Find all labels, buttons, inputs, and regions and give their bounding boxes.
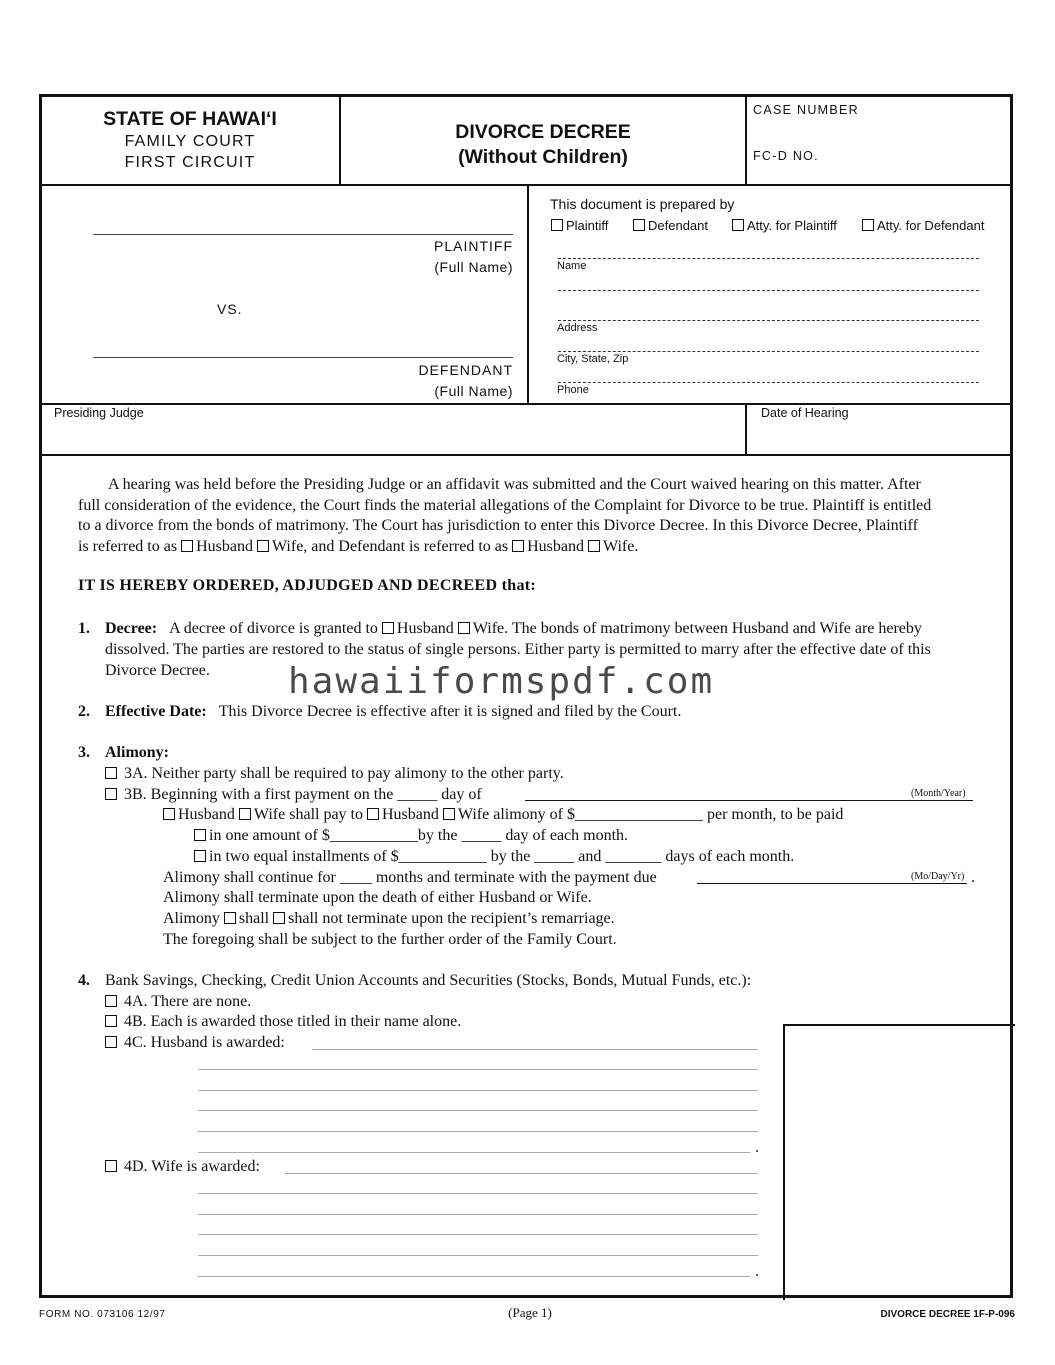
case-number-label: CASE NUMBER	[753, 103, 859, 117]
section-3-number: 3.	[78, 744, 90, 761]
option-4d[interactable]: 4D. Wife is awarded:	[105, 1157, 260, 1178]
intro-line-4: is referred to as Husband Wife, and Defendant is referred to as Husband Wife.	[78, 538, 639, 555]
plaintiff-sublabel: (Full Name)	[434, 259, 513, 275]
city-field[interactable]	[558, 351, 979, 352]
prepared-by-title: This document is prepared by	[550, 196, 735, 212]
address-field-2[interactable]	[558, 320, 979, 321]
checkbox-icon[interactable]	[105, 995, 117, 1007]
presiding-judge-label: Presiding Judge	[54, 406, 144, 420]
alimony-death-line: Alimony shall terminate upon the death of either Husband or Wife.	[163, 889, 592, 906]
section-1-line-1: Decree: A decree of divorce is granted to Husband Wife. The bonds of matrimony between Husband and Wife are hereby	[105, 620, 922, 637]
checkbox-icon[interactable]	[443, 808, 455, 820]
option-3b-payer-line: Husband Wife shall pay to Husband Wife alimony of $________________ per month, to be paid	[163, 805, 843, 826]
checkbox-icon[interactable]	[105, 1160, 117, 1172]
option-4c[interactable]: 4C. Husband is awarded:	[105, 1033, 285, 1054]
header-vline-right	[745, 94, 747, 186]
wife-award-period: .	[755, 1263, 759, 1280]
phone-label: Phone	[557, 384, 589, 396]
page-number: (Page 1)	[508, 1305, 552, 1320]
section-1-line-2: dissolved. The parties are restored to the status of single persons. Either party is permitted to marry after the effective date of this	[105, 641, 931, 658]
alimony-remarriage-line: Alimony shall shall not terminate upon the recipient’s remarriage.	[163, 910, 615, 927]
checkbox-icon[interactable]	[224, 912, 236, 924]
month-year-hint: (Month/Year)	[911, 788, 966, 799]
section-3-title: Alimony:	[105, 744, 169, 761]
prepared-option-atty-plaintiff[interactable]: Atty. for Plaintiff	[732, 218, 837, 233]
checkbox-icon[interactable]	[181, 540, 193, 552]
checkbox-icon[interactable]	[105, 767, 117, 779]
checkbox-icon[interactable]	[367, 808, 379, 820]
final-payment-date-field[interactable]	[697, 883, 967, 884]
wife-award-line-4[interactable]	[198, 1234, 758, 1235]
duration-period: .	[971, 869, 975, 886]
section-4-title: Bank Savings, Checking, Credit Union Accounts and Securities (Stocks, Bonds, Mutual Funds, etc.):	[105, 972, 752, 989]
mo-day-yr-hint: (Mo/Day/Yr)	[911, 871, 965, 882]
checkbox-icon[interactable]	[257, 540, 269, 552]
circuit-name: FIRST CIRCUIT	[124, 154, 256, 171]
checkbox-icon[interactable]	[382, 622, 394, 634]
option-3b-one-amount[interactable]: in one amount of $___________by the _____ day of each month.	[194, 826, 628, 847]
court-stamp-box	[783, 1024, 1015, 1300]
alimony-further-order-line: The foregoing shall be subject to the further order of the Family Court.	[163, 931, 617, 948]
intro-line-3: to a divorce from the bonds of matrimony. The Court has jurisdiction to enter this Divorce Decree. In this Divorce Decree, Plaintiff	[78, 517, 918, 534]
address-label: Address	[557, 322, 598, 334]
section-1-number: 1.	[78, 620, 90, 637]
wife-award-line-1[interactable]	[285, 1173, 758, 1174]
defendant-sublabel: (Full Name)	[434, 383, 513, 399]
checkbox-icon[interactable]	[239, 808, 251, 820]
option-3b-installments[interactable]: in two equal installments of $___________ by the _____ and _______ days of each month.	[194, 847, 794, 868]
wife-award-line-5[interactable]	[198, 1255, 758, 1256]
checkbox-icon[interactable]	[588, 540, 600, 552]
checkbox-icon[interactable]	[512, 540, 524, 552]
address-field-1[interactable]	[558, 290, 979, 291]
checkbox-icon[interactable]	[862, 219, 874, 231]
city-label: City, State, Zip	[557, 353, 629, 365]
option-4a[interactable]: 4A. There are none.	[105, 992, 251, 1013]
section-2-number: 2.	[78, 703, 90, 720]
phone-field[interactable]	[558, 382, 979, 383]
form-number: FORM NO. 073106 12/97	[39, 1309, 166, 1320]
fcd-number-label: FC-D NO.	[753, 149, 819, 163]
intro-line-2: full consideration of the evidence, the Court finds the material allegations of the Complaint for Divorce to be true. Plaintiff is entitled	[78, 497, 932, 514]
document-subtitle: (Without Children)	[458, 146, 628, 168]
checkbox-icon[interactable]	[105, 1015, 117, 1027]
document-title: DIVORCE DECREE	[455, 121, 631, 143]
alimony-duration-line: Alimony shall continue for ____ months and terminate with the payment due	[163, 869, 657, 886]
plaintiff-name-line[interactable]	[93, 234, 513, 235]
option-4b[interactable]: 4B. Each is awarded those titled in their name alone.	[105, 1012, 461, 1033]
court-name: FAMILY COURT	[124, 133, 256, 150]
watermark-text: hawaiiformspdf.com	[288, 661, 715, 702]
husband-award-line-2[interactable]	[198, 1069, 758, 1070]
checkbox-icon[interactable]	[105, 788, 117, 800]
defendant-label: DEFENDANT	[418, 362, 513, 378]
checkbox-icon[interactable]	[551, 219, 563, 231]
judge-row-top	[39, 403, 1013, 405]
prepared-option-atty-defendant[interactable]: Atty. for Defendant	[862, 218, 984, 233]
checkbox-icon[interactable]	[732, 219, 744, 231]
husband-award-period: .	[755, 1139, 759, 1156]
month-year-field[interactable]	[525, 800, 973, 801]
wife-award-line-3[interactable]	[198, 1214, 758, 1215]
husband-award-line-3[interactable]	[198, 1090, 758, 1091]
section-2-line: Effective Date: This Divorce Decree is effective after it is signed and filed by the Court.	[105, 703, 682, 720]
hearing-date-label: Date of Hearing	[761, 406, 849, 420]
defendant-name-line[interactable]	[93, 357, 513, 358]
judge-row-bottom	[39, 454, 1013, 456]
header-divider	[39, 184, 1013, 186]
husband-award-line-4[interactable]	[198, 1110, 758, 1111]
form-code: DIVORCE DECREE 1F-P-096	[880, 1309, 1015, 1320]
husband-award-line-1[interactable]	[312, 1049, 758, 1050]
husband-award-line-6[interactable]	[198, 1152, 750, 1153]
plaintiff-label: PLAINTIFF	[433, 238, 513, 254]
checkbox-icon[interactable]	[273, 912, 285, 924]
checkbox-icon[interactable]	[194, 829, 206, 841]
judge-row-vline	[745, 403, 747, 455]
option-3b[interactable]: 3B. Beginning with a first payment on the _____ day of	[105, 785, 482, 806]
ordered-heading: IT IS HEREBY ORDERED, ADJUDGED AND DECREED that:	[78, 577, 537, 594]
state-title: STATE OF HAWAI‘I	[103, 108, 277, 130]
checkbox-icon[interactable]	[633, 219, 645, 231]
section-4-number: 4.	[78, 972, 90, 989]
vs-label: VS.	[217, 301, 243, 317]
option-3a[interactable]: 3A. Neither party shall be required to pay alimony to the other party.	[105, 764, 564, 785]
name-field[interactable]	[558, 258, 979, 259]
wife-award-line-6[interactable]	[198, 1276, 750, 1277]
party-vline	[527, 186, 529, 404]
husband-award-line-5[interactable]	[198, 1131, 758, 1132]
wife-award-line-2[interactable]	[198, 1193, 758, 1194]
checkbox-icon[interactable]	[458, 622, 470, 634]
prepared-option-plaintiff[interactable]: Plaintiff	[551, 218, 608, 233]
prepared-option-defendant[interactable]: Defendant	[633, 218, 708, 233]
section-1-line-3: Divorce Decree.	[105, 662, 210, 679]
checkbox-icon[interactable]	[105, 1036, 117, 1048]
name-label: Name	[557, 260, 587, 272]
checkbox-icon[interactable]	[194, 850, 206, 862]
checkbox-icon[interactable]	[163, 808, 175, 820]
intro-line-1: A hearing was held before the Presiding Judge or an affidavit was submitted and the Court waived hearing on this matter. After	[108, 476, 921, 493]
